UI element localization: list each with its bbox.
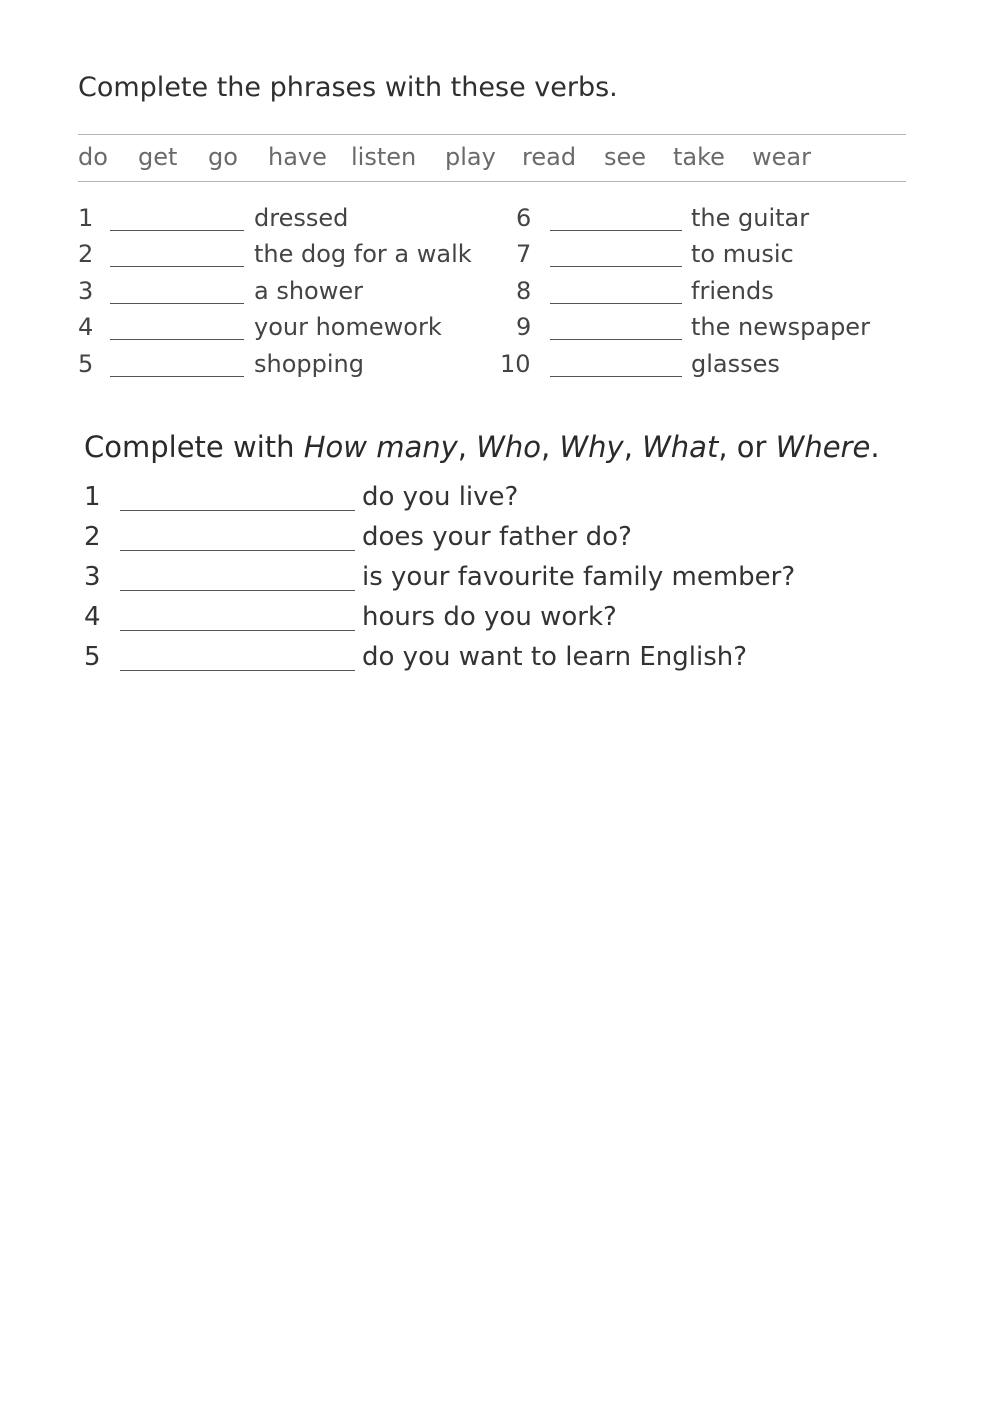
item-question: do you live? — [362, 482, 519, 512]
title-separator: , — [457, 430, 477, 464]
title-end: . — [870, 430, 880, 464]
exercise-1-item — [500, 240, 900, 276]
title-or: , or — [718, 430, 776, 464]
exercise-2-item — [84, 522, 844, 562]
answer-blank[interactable] — [110, 303, 244, 304]
answer-blank[interactable] — [120, 670, 355, 671]
answer-blank[interactable] — [550, 230, 682, 231]
verb-get: get — [138, 143, 178, 171]
verb-see: see — [604, 143, 647, 171]
item-phrase: glasses — [691, 350, 780, 378]
option-who: Who — [476, 430, 542, 464]
answer-blank[interactable] — [110, 266, 244, 267]
option-what: What — [642, 430, 719, 464]
item-number: 1 — [84, 482, 101, 512]
exercise-2-item — [84, 482, 844, 522]
verb-go: go — [208, 143, 238, 171]
exercise-1-item — [78, 204, 478, 240]
exercise-1-item — [78, 240, 478, 276]
item-number: 5 — [84, 642, 101, 672]
item-question: hours do you work? — [362, 602, 617, 632]
title-separator: , — [541, 430, 560, 464]
exercise-2-title — [84, 430, 880, 464]
exercise-2-item — [84, 642, 844, 682]
title-prefix: Complete with — [84, 430, 304, 464]
item-phrase: dressed — [254, 204, 349, 232]
item-number: 6 — [516, 204, 532, 232]
verb-play: play — [445, 143, 496, 171]
answer-blank[interactable] — [120, 590, 355, 591]
option-how-many: How many — [303, 430, 458, 464]
exercise-2-item — [84, 562, 844, 602]
item-number: 9 — [516, 313, 532, 341]
verb-wear: wear — [752, 143, 811, 171]
item-phrase: your homework — [254, 313, 442, 341]
option-where: Where — [775, 430, 871, 464]
item-number: 7 — [516, 240, 532, 268]
item-number: 3 — [84, 562, 101, 592]
answer-blank[interactable] — [550, 266, 682, 267]
exercise-1-title: Complete the phrases with these verbs. — [78, 72, 618, 103]
item-number: 10 — [500, 350, 531, 378]
item-number: 3 — [78, 277, 94, 305]
item-phrase: the guitar — [691, 204, 810, 232]
exercise-1-item — [500, 350, 900, 386]
answer-blank[interactable] — [120, 630, 355, 631]
answer-blank[interactable] — [550, 376, 682, 377]
item-number: 4 — [78, 313, 94, 341]
item-number: 8 — [516, 277, 532, 305]
verb-read: read — [522, 143, 577, 171]
answer-blank[interactable] — [110, 339, 244, 340]
title-separator: , — [623, 430, 643, 464]
verb-have: have — [268, 143, 327, 171]
item-number: 4 — [84, 602, 101, 632]
verb-word-bank — [78, 134, 906, 182]
item-phrase: the dog for a walk — [254, 240, 472, 268]
option-why: Why — [559, 430, 624, 464]
verb-listen: listen — [351, 143, 417, 171]
item-phrase: the newspaper — [691, 313, 870, 341]
answer-blank[interactable] — [550, 339, 682, 340]
answer-blank[interactable] — [120, 550, 355, 551]
item-number: 1 — [78, 204, 94, 232]
exercise-1-item — [78, 350, 478, 386]
item-number: 5 — [78, 350, 94, 378]
item-phrase: friends — [691, 277, 774, 305]
verb-take: take — [673, 143, 725, 171]
exercise-1-item — [78, 313, 478, 349]
item-question: is your favourite family member? — [362, 562, 796, 592]
verb-do: do — [78, 143, 108, 171]
exercise-1-item — [500, 313, 900, 349]
item-phrase: shopping — [254, 350, 364, 378]
exercise-1-item — [500, 277, 900, 313]
answer-blank[interactable] — [110, 230, 244, 231]
item-question: do you want to learn English? — [362, 642, 748, 672]
answer-blank[interactable] — [120, 510, 355, 511]
item-number: 2 — [78, 240, 94, 268]
answer-blank[interactable] — [110, 376, 244, 377]
item-question: does your father do? — [362, 522, 632, 552]
item-phrase: to music — [691, 240, 794, 268]
exercise-1-item — [500, 204, 900, 240]
item-phrase: a shower — [254, 277, 363, 305]
exercise-1-item — [78, 277, 478, 313]
exercise-2-item — [84, 602, 844, 642]
item-number: 2 — [84, 522, 101, 552]
answer-blank[interactable] — [550, 303, 682, 304]
